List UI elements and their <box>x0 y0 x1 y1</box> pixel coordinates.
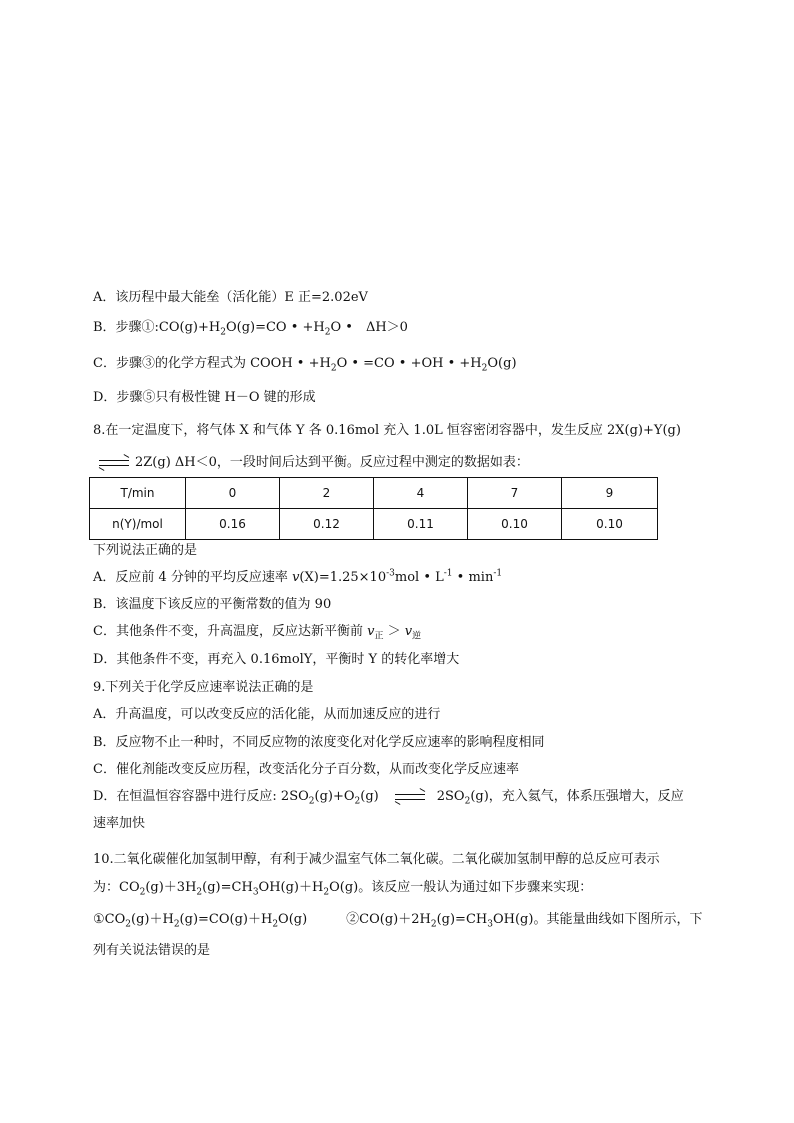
table-row <box>90 509 658 540</box>
table-cell: 9 <box>562 478 658 509</box>
table-cell: 0.16 <box>186 509 280 540</box>
table-cell: 4 <box>374 478 468 509</box>
table-cell: 0 <box>186 478 280 509</box>
equilibrium-arrow-icon <box>395 792 425 802</box>
q9-option-c: C．催化剂能改变反应历程，改变活化分子百分数，从而改变化学反应速率 <box>93 762 519 777</box>
table-cell: 0.12 <box>280 509 374 540</box>
table-header-cell: n(Y)/mol <box>90 509 186 540</box>
q10-stem-line2: 为：$CO_2(g)+3H_2(g)=CH_3OH(g)+H_2O(g)$。该反应一般认为通过如下步骤来实现： <box>93 880 593 898</box>
q8-option-a: A．反应前 4 分钟的平均反应速率 $v(X)=1.25\times 10^{-3}mol$ • $L^{-1}$ • $\min^{-1}$ <box>93 568 503 585</box>
q8-data-table <box>89 477 658 540</box>
q7-option-b: B．步骤$①:CO(g)+H_2O(g)=CO$ • $+H_2O$ • ΔH＞0 <box>93 320 408 338</box>
table-cell: 2 <box>280 478 374 509</box>
q9-stem: 9.下列关于化学反应速率说法正确的是 <box>93 680 314 695</box>
q7-option-d: D．步骤⑤只有极性键 H－O 键的形成 <box>93 390 316 405</box>
q9-option-b: B．反应物不止一种时，不同反应物的浓度变化对化学反应速率的影响程度相同 <box>93 735 545 750</box>
table-cell: 7 <box>468 478 562 509</box>
q7-option-c: C．步骤③的化学方程式为 COOH • $+H_2O$ • =CO • +OH • $+H_2O(g)$ <box>93 356 517 374</box>
q9-option-d-cont: 速率加快 <box>93 816 146 831</box>
q8-option-d: D．其他条件不变，再充入 0.16molY，平衡时 Y 的转化率增大 <box>93 652 460 667</box>
q10-stem-line4: 列有关说法错误的是 <box>93 943 211 958</box>
table-cell: 0.10 <box>468 509 562 540</box>
q8-lead: 下列说法正确的是 <box>93 543 198 558</box>
q9-option-d: D．在恒温恒容容器中进行反应: $2SO_2(g)+O_2(g)$ $2SO_2(g)$，充入氦气，体系压强增大，反应 <box>93 789 684 807</box>
table-header-cell: T/min <box>90 478 186 509</box>
table-cell: 0.10 <box>562 509 658 540</box>
q10-stem-line3: $①CO_2(g)+H_2(g)=CO(g)+H_2O(g)$ $②CO(g)+2H_2(g)=CH_3OH(g)$。其能量曲线如下图所示，下 <box>93 912 703 930</box>
q8-option-c: C．其他条件不变，升高温度，反应达新平衡前 $v_正 > v_逆$ <box>93 624 422 642</box>
equilibrium-arrow-icon <box>99 458 129 468</box>
q7-option-a: A．该历程中最大能垒（活化能）E 正=2.02eV <box>93 290 368 305</box>
q8-stem-cont: 2Z(g) ΔH＜0，一段时间后达到平衡。反应过程中测定的数据如表： <box>93 455 529 471</box>
q8-option-b: B．该温度下该反应的平衡常数的值为 90 <box>93 597 332 612</box>
q8-stem: 8.在一定温度下，将气体 X 和气体 Y 各 0.16mol 充入 1.0L 恒容密闭容器中，发生反应 2X(g)+Y(g) <box>93 423 681 438</box>
table-row <box>90 478 658 509</box>
q10-stem-line1: 10.二氧化碳催化加氢制甲醇，有利于减少温室气体二氧化碳。二氧化碳加氢制甲醇的总反应可表示 <box>93 852 660 867</box>
q9-option-a: A．升高温度，可以改变反应的活化能，从而加速反应的进行 <box>93 707 441 722</box>
table-cell: 0.11 <box>374 509 468 540</box>
